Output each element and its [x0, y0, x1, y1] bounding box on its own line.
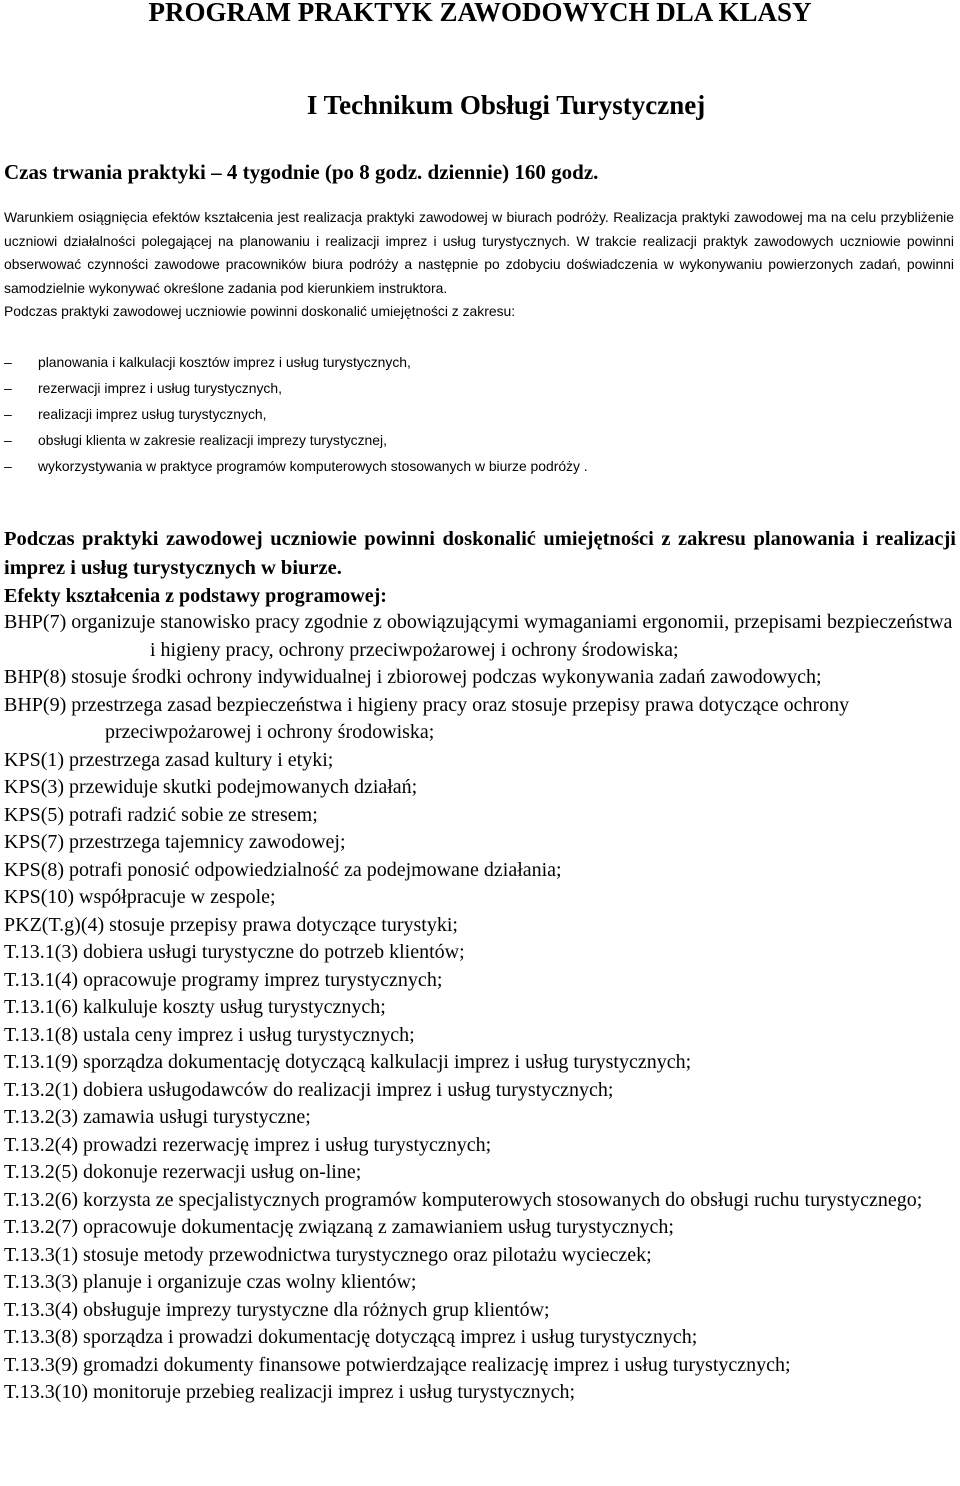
outcome-item: T.13.3(1) stosuje metody przewodnictwa turystycznego oraz pilotażu wycieczek; — [4, 1243, 652, 1266]
outcome-item: BHP(9) przestrzega zasad bezpieczeństwa i higieny pracy oraz stosuje przepisy prawa dotyczące ochrony przeciwpożarowej i ochrony środowiska; — [4, 693, 850, 743]
page-title: PROGRAM PRAKTYK ZAWODOWYCH DLA KLASY — [148, 0, 812, 27]
school-name: I Technikum Obsługi Turystycznej — [306, 90, 706, 120]
dash-bullet: – — [4, 432, 12, 448]
summary-paragraph: Podczas praktyki zawodowej uczniowie powinni doskonalić umiejętności z zakresu planowania i realizacji imprez i usług turystycznych w biurze. — [4, 528, 956, 579]
outcome-item: KPS(5) potrafi radzić sobie ze stresem; — [4, 803, 318, 826]
outcome-item: KPS(1) przestrzega zasad kultury i etyki; — [4, 748, 334, 771]
outcome-item: KPS(3) przewiduje skutki podejmowanych działań; — [4, 776, 418, 798]
outcome-item: T.13.1(6) kalkuluje koszty usług turystycznych; — [4, 996, 386, 1018]
outcome-item: BHP(8) stosuje środki ochrony indywidualnej i zbiorowej podczas wykonywania zadań zawodowych; — [4, 666, 822, 688]
outcome-item: T.13.3(3) planuje i organizuje czas wolny klientów; — [4, 1271, 417, 1293]
outcome-item: T.13.3(4) obsługuje imprezy turystyczne dla różnych grup klientów; — [4, 1298, 550, 1321]
dash-bullet: – — [4, 354, 12, 370]
outcome-item: T.13.2(7) opracowuje dokumentację związaną z zamawianiem usług turystycznych; — [4, 1216, 674, 1238]
skills-intro: Podczas praktyki zawodowej uczniowie powinni doskonalić umiejętności z zakresu: — [4, 303, 516, 319]
skills-list — [4, 349, 944, 479]
list-item — [4, 453, 944, 479]
list-item-text: obsługi klienta w zakresie realizacji imprezy turystycznej, — [38, 432, 387, 448]
dash-bullet: – — [4, 380, 12, 396]
list-item-text: wykorzystywania w praktyce programów komputerowych stosowanych w biurze podróży . — [38, 458, 588, 474]
outcome-item: T.13.1(4) opracowuje programy imprez turystycznych; — [4, 968, 443, 991]
outcome-item: T.13.1(3) dobiera usługi turystyczne do potrzeb klientów; — [4, 941, 465, 963]
list-item-text: realizacji imprez usług turystycznych, — [38, 406, 267, 422]
outcome-item: T.13.2(6) korzysta ze specjalistycznych programów komputerowych stosowanych do obsługi ruchu turystycznego; — [4, 1188, 923, 1211]
duration-line: Czas trwania praktyki – 4 tygodnie (po 8 godz. dziennie) 160 godz. — [4, 160, 599, 184]
list-item-text: rezerwacji imprez i usług turystycznych, — [38, 380, 282, 396]
list-item — [4, 401, 944, 427]
dash-bullet: – — [4, 458, 12, 474]
outcome-item: KPS(7) przestrzega tajemnicy zawodowej; — [4, 831, 346, 853]
outcome-item: T.13.2(3) zamawia usługi turystyczne; — [4, 1106, 311, 1128]
outcome-item: KPS(8) potrafi ponosić odpowiedzialność za podejmowane działania; — [4, 858, 562, 881]
outcome-item: BHP(7) organizuje stanowisko pracy zgodnie z obowiązującymi wymaganiami ergonomii, przepisami bezpieczeństwa i higieny pracy, ochrony przeciwpożarowej i ochrony środowiska; — [4, 611, 953, 661]
list-item-text: planowania i kalkulacji kosztów imprez i usług turystycznych, — [38, 354, 411, 370]
outcome-item: KPS(10) współpracuje w zespole; — [4, 886, 276, 908]
list-item — [4, 375, 944, 401]
outcome-item: T.13.1(8) ustala ceny imprez i usług turystycznych; — [4, 1023, 415, 1046]
outcome-item: T.13.2(1) dobiera usługodawców do realizacji imprez i usług turystycznych; — [4, 1078, 614, 1101]
outcome-item: T.13.2(4) prowadzi rezerwację imprez i usług turystycznych; — [4, 1133, 492, 1156]
intro-paragraph: Warunkiem osiągnięcia efektów kształcenia jest realizacja praktyki zawodowej w biurach podróży. Realizacja praktyki zawodowej ma na celu przybliżenie uczniowi działalności polegającej na planowaniu i realizacji imprez i usług turystycznych. W trakcie realizacji praktyk zawodowych uczniowie powinni obserwować czynności zawodowe pracowników biura podróży a następnie po zdobyciu doświadczenia w wykonywaniu powierzonych zadań, powinni samodzielnie wykonywać określone zadania pod kierunkiem instruktora. — [4, 209, 954, 296]
intro-section — [4, 206, 954, 324]
outcomes-heading: Efekty kształcenia z podstawy programowej: — [4, 585, 387, 607]
outcome-item: T.13.1(9) sporządza dokumentację dotyczącą kalkulacji imprez i usług turystycznych; — [4, 1051, 692, 1073]
outcome-item: PKZ(T.g)(4) stosuje przepisy prawa dotyczące turystyki; — [4, 913, 458, 936]
outcome-item: T.13.3(10) monitoruje przebieg realizacji imprez i usług turystycznych; — [4, 1381, 576, 1403]
outcome-item: T.13.2(5) dokonuje rezerwacji usług on-line; — [4, 1161, 362, 1183]
outcomes-list — [4, 609, 954, 1407]
outcome-item: T.13.3(8) sporządza i prowadzi dokumentację dotyczącą imprez i usług turystycznych; — [4, 1326, 698, 1348]
dash-bullet: – — [4, 406, 12, 422]
outcome-item: T.13.3(9) gromadzi dokumenty finansowe potwierdzające realizację imprez i usług turystycznych; — [4, 1353, 791, 1376]
list-item — [4, 349, 944, 375]
list-item — [4, 427, 944, 453]
